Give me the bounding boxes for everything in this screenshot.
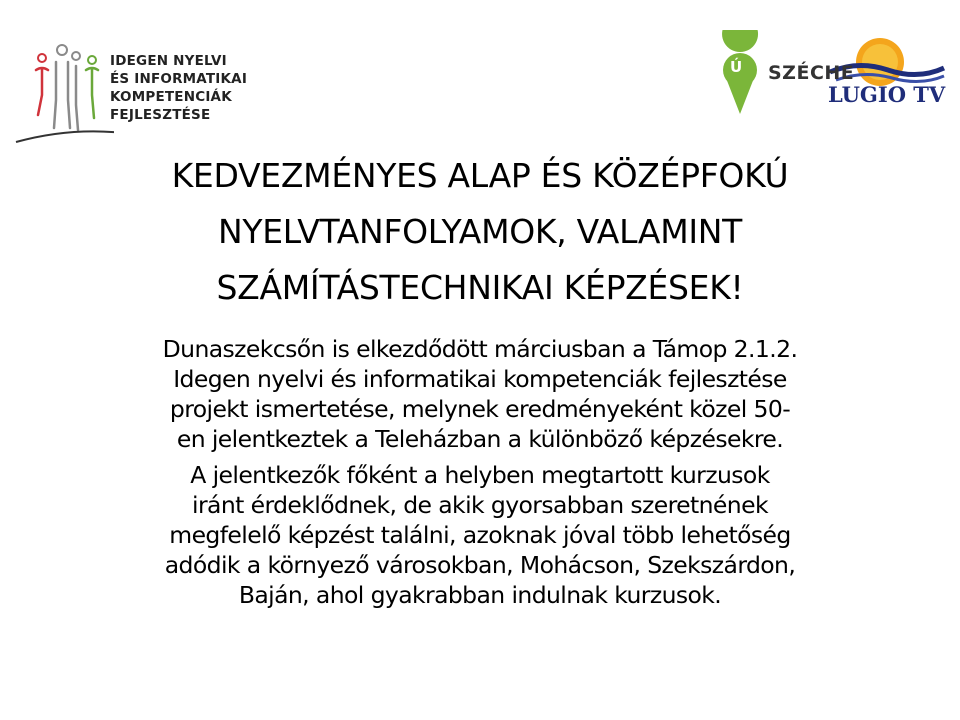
body-line: adódik a környező városokban, Mohácson, Szekszárdon, [164, 551, 796, 579]
page-title [0, 148, 960, 316]
logo-line: FEJLESZTÉSE [110, 107, 211, 123]
title-line: NYELVTANFOLYAMOK, VALAMINT [217, 212, 743, 251]
body-line: A jelentkezők főként a helyben megtartott kurzusok [190, 461, 770, 489]
body-line: en jelentkeztek a Teleházban a különböző képzésekre. [176, 425, 784, 453]
logo-line: IDEGEN NYELVI [110, 53, 227, 69]
lugio-tv-text: LUGIO TV [828, 82, 946, 107]
project-logo-text [110, 52, 247, 124]
people-figures-icon [14, 40, 114, 150]
body-line: megfelelő képzést találni, azoknak jóval több lehetőség [169, 521, 791, 549]
pin-letter: Ú [730, 58, 743, 76]
body-line: Dunaszekcsőn is elkezdődött márciusban a Támop 2.1.2. [162, 335, 798, 363]
partner-logos [718, 30, 950, 120]
szechenyi-text: SZÉCHE [768, 62, 855, 84]
body-line: iránt érdeklődnek, de akik gyorsabban szeretnének [192, 491, 768, 519]
body-line: Baján, ahol gyakrabban indulnak kurzusok. [238, 581, 722, 609]
title-line: SZÁMÍTÁSTECHNIKAI KÉPZÉSEK! [216, 268, 744, 307]
announcement-body [0, 334, 960, 610]
logo-line: KOMPETENCIÁK [110, 89, 232, 105]
body-line: Idegen nyelvi és informatikai kompetenciák fejlesztése [173, 365, 787, 393]
title-line: KEDVEZMÉNYES ALAP ÉS KÖZÉPFOKÚ [171, 156, 789, 195]
logo-line: ÉS INFORMATIKAI [110, 71, 248, 87]
body-line: projekt ismertetése, melynek eredményeként közel 50- [169, 395, 791, 423]
project-logo [14, 40, 254, 150]
